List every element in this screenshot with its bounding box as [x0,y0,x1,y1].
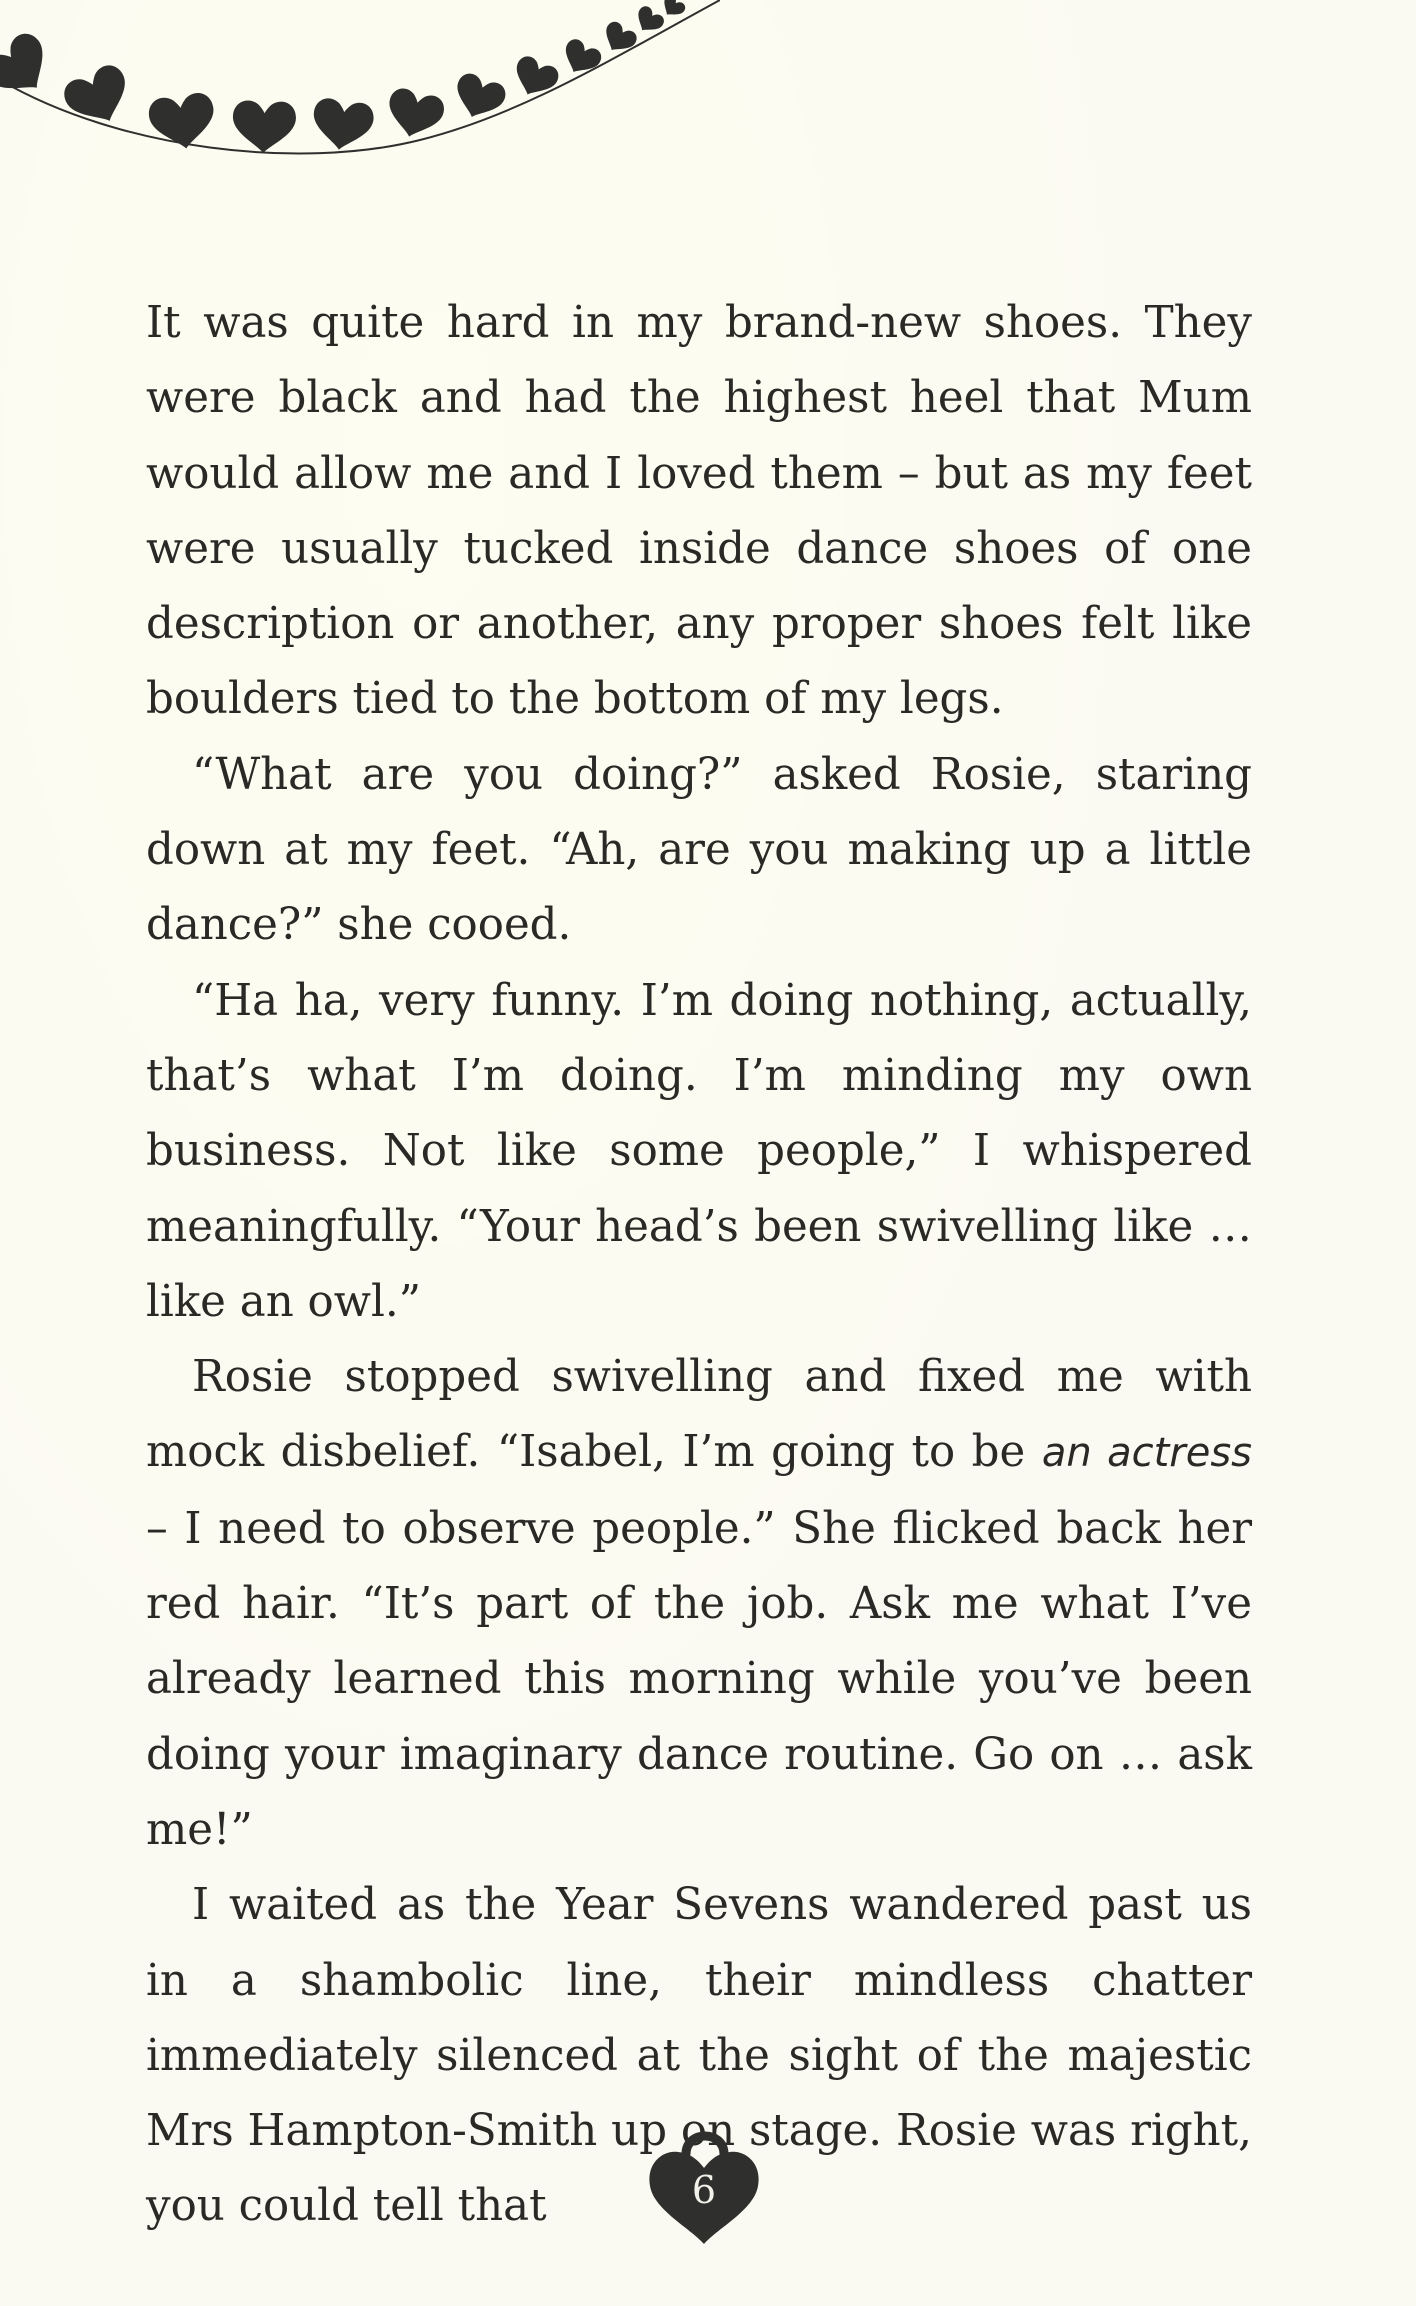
paragraph-4 [146,1340,1252,1868]
paragraph-4-emphasis: an actress [1041,1430,1253,1477]
heart-garland-icon [0,0,720,250]
paragraph-4-before: Rosie stopped swivelling and fixed me with mock disbelief. “Isabel, I’m going to be [146,1352,1252,1478]
paragraph-5: I waited as the Year Sevens wandered past us in a shambolic line, their mindless chatter immediately silenced at the sight of the majestic Mrs Hampton-Smith up on stage. Rosie was right, you could tell that [146,1880,1252,2232]
paragraph-1: It was quite hard in my brand-new shoes. They were black and had the highest heel that Mum would allow me and I loved them – but as my feet were usually tucked inside dance shoes of one description or another, any proper shoes felt like boulders tied to the bottom of my legs. [146,298,1252,725]
chapter-body [146,286,1252,2245]
paragraph-4-after: – I need to observe people.” She flicked back her red hair. “It’s part of the job. Ask me what I’ve already learned this morning while you’ve been doing your imaginary dance routine. Go on … ask me!” [146,1503,1252,1855]
paragraph-3: “Ha ha, very funny. I’m doing nothing, actually, that’s what I’m doing. I’m minding my own business. Not like some people,” I whispered meaningfully. “Your head’s been swivelling like … like an owl.” [146,975,1252,1327]
paragraph-2: “What are you doing?” asked Rosie, staring down at my feet. “Ah, are you making up a little dance?” she cooed. [146,749,1252,951]
page-number: 6 [691,2168,717,2212]
